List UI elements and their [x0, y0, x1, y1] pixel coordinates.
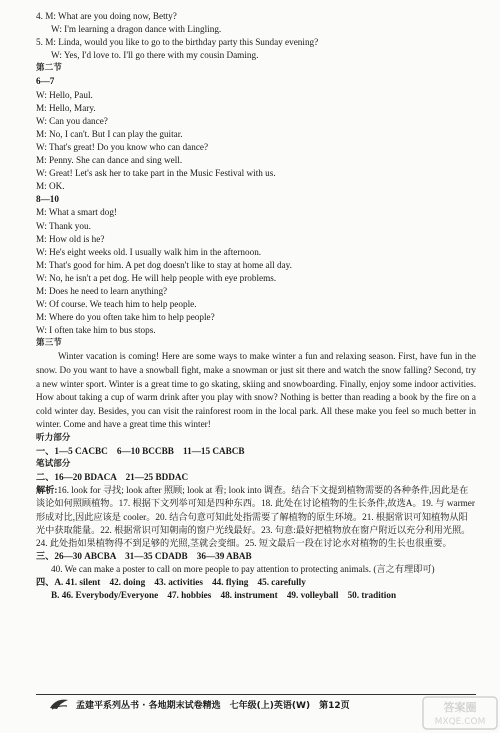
dialog-line: W: No, he isn't a pet dog. He will help people with eye problems. — [36, 272, 277, 283]
section-4b-answers: B. 46. Everybody/Everyone 47. hobbies 48. instrument 49. volleyball 50. tradition — [51, 590, 397, 601]
dialog-line: M: Where do you often take him to help people? — [36, 312, 215, 323]
dialog-line: W: Can you dance? — [36, 115, 108, 126]
listening-answers: 一、1—5 CACBC 6—10 BCCBB 11—15 CABCB — [36, 446, 245, 457]
dialog-line: M: Does he need to learn anything? — [36, 285, 168, 296]
written-title: 笔试部分 — [36, 459, 71, 470]
dialog-line: W: Of course. We teach him to help people. — [36, 299, 197, 310]
dialog-line: 5. M: Linda, would you like to go to the birthday party this Sunday evening? — [36, 37, 319, 48]
page-footer — [36, 694, 476, 713]
dialog-line: M: Penny. She can dance and sing well. — [36, 155, 183, 166]
publisher-logo-icon — [48, 697, 70, 711]
svg-text:答案圈: 答案圈 — [443, 701, 477, 714]
listening-passage: Winter vacation is coming! Here are some ways to make winter a fun and relaxing season. First, have fun in the snow. Do you want to have a snowball fight, make a snowman or just sit there and watch the snow falling? Second, try a new winter sport. Winter is a great time to go skating, skiing and snowboarding. Finally, enjoy some indoor activities. How about taking a cup of warm drink after you play with snow? Nothing is better than reading a book by the fire on a cold winter day. Besides, you can visit the rainforest room in the local park. All these make you feel so much better in winter. Come and have a great time this winter! — [36, 351, 476, 430]
page-content — [36, 10, 476, 602]
footer-text: 孟建平系列丛书 · 各地期末试卷精选 七年级(上)英语(W) 第12页 — [76, 700, 350, 711]
dialog-2 — [36, 206, 476, 337]
dialog-2-title: 8—10 — [36, 194, 59, 205]
analysis-text: 16. look for 寻找; look after 照顾; look at 看; look into 调查。结合下文提到植物需要的各种条件,因此是在谈论如何照顾植物。17. 根据下文列举可知是四种东西。18. 此处在讨论植物的生长条件,故选A。19. 与 warmer 形成对比,因此应该是 cooler。20. 结合句意可知此处指需要了解植物的原生环境。21. 根据常识可知植物从阳光中获取能量。22. 根据常识可知朝南的窗户光线最好。23. 句意:最好把植物放在窗户附近以充分利用光照。24. 此处指如果植物得不到足够的光照,茎就会变细。25. 短文最后一段在讨论水对植物的生长也很重要。 — [36, 485, 475, 548]
section-4a-answers: 四、A. 41. silent 42. doing 43. activities 44. flying 45. carefully — [36, 577, 306, 588]
analysis-block — [36, 484, 476, 549]
dialog-line: M: OK. — [36, 181, 65, 192]
dialog-1 — [36, 89, 476, 194]
dialog-line: M: Hello, Mary. — [36, 102, 96, 113]
written-answers-2: 二、16—20 BDACA 21—25 BDDAC — [36, 472, 189, 483]
question-40-answer: 40. We can make a poster to call on more people to pay attention to protecting animals. (言之有理即可) — [51, 563, 435, 574]
dialog-line: M: How old is he? — [36, 233, 105, 244]
section-3-title: 第三节 — [36, 338, 62, 349]
dialog-line: W: He's eight weeks old. I usually walk him in the afternoon. — [36, 246, 262, 257]
watermark-stamp-icon — [422, 696, 498, 730]
section-3-answers: 三、26—30 ABCBA 31—35 CDADB 36—39 ABAB — [36, 550, 252, 561]
section-2-title: 第二节 — [36, 63, 62, 74]
dialog-line: W: Hello, Paul. — [36, 89, 93, 100]
dialog-line: M: What a smart dog! — [36, 207, 117, 218]
svg-text:MXQE.COM: MXQE.COM — [434, 717, 486, 727]
dialog-line: W: Thank you. — [36, 220, 91, 231]
dialog-line: W: Yes, I'd love to. I'll go there with my cousin Daming. — [51, 50, 259, 61]
dialog-line: M: That's good for him. A pet dog doesn't like to stay at home all day. — [36, 259, 292, 270]
dialog-line: W: I often take him to bus stops. — [36, 325, 156, 336]
dialog-line: W: Great! Let's ask her to take part in the Music Festival with us. — [36, 168, 276, 179]
listening-title: 听力部分 — [36, 433, 71, 443]
analysis-label: 解析: — [36, 485, 58, 496]
dialog-line: 4. M: What are you doing now, Betty? — [36, 11, 177, 21]
dialog-line: W: That's great! Do you know who can dance? — [36, 141, 209, 152]
dialog-section-1 — [36, 10, 476, 62]
dialog-line: M: No, I can't. But I can play the guitar. — [36, 128, 183, 139]
dialog-line: W: I'm learning a dragon dance with Lingling. — [51, 24, 222, 35]
dialog-1-title: 6—7 — [36, 76, 55, 87]
